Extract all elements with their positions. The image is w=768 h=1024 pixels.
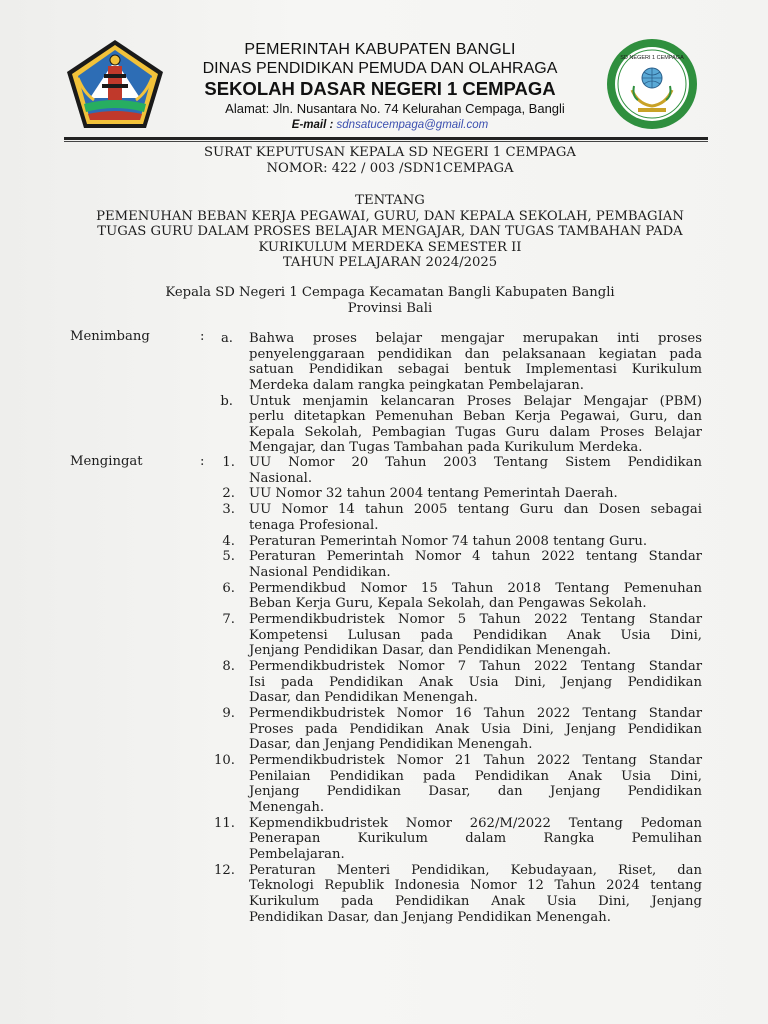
- section-label: Menimbang: [70, 329, 150, 344]
- email-address: sdnsatucempaga@gmail.com: [336, 119, 489, 131]
- item-text: [249, 331, 702, 393]
- issuer-line: Kepala SD Negeri 1 Cempaga Kecamatan Bangli Kabupaten Bangli: [165, 285, 615, 300]
- item-text-line: Mengajar, dan Tugas Tambahan pada Kurikulum Merdeka.: [249, 440, 643, 456]
- item-number: 9.: [222, 706, 235, 722]
- item-text: [249, 753, 702, 815]
- item-text-line: Nasional Pendidikan.: [249, 564, 391, 580]
- item-number: 8.: [222, 659, 235, 675]
- section-colon: :: [200, 329, 205, 344]
- issuer-line: Provinsi Bali: [347, 300, 433, 316]
- item-number: 11.: [214, 815, 235, 831]
- item-text-line: Teknologi Republik Indonesia Nomor 12 Tahun 2024 tentang: [249, 878, 702, 894]
- item-text-line: Nasional.: [249, 470, 313, 486]
- item-number: b.: [220, 393, 233, 409]
- item-text-line: UU Nomor 32 tahun 2004 tentang Pemerintah Daerah.: [249, 486, 618, 502]
- item-text-line: Jenjang Pendidikan Dasar, dan Jenjang Pendidikan: [249, 784, 702, 800]
- item-text-line: Kepmendikbudristek Nomor 262/M/2022 Tentang Pedoman: [249, 815, 702, 831]
- item-text-line: Permendikbudristek Nomor 7 Tahun 2022 Tentang Standar: [249, 659, 702, 675]
- item-text-line: Peraturan Pemerintah Nomor 74 tahun 2008 tentang Guru.: [249, 533, 648, 549]
- item-text: [249, 581, 702, 612]
- item-text-line: Permendikbudristek Nomor 21 Tahun 2022 Tentang Standar: [249, 753, 702, 769]
- item-text-line: perlu ditetapkan Pemenuhan Beban Kerja Pegawai, Guru, dan: [249, 409, 702, 425]
- item-text-line: Untuk menjamin kelancaran Proses Belajar Mengajar (PBM): [249, 393, 702, 409]
- decree-heading: [60, 145, 720, 176]
- item-text-line: Merdeka dalam rangka peingkatan Pembelajaran.: [249, 377, 584, 393]
- decree-number: NOMOR: 422 / 003 /SDN1CEMPAGA: [266, 160, 514, 176]
- letterhead: [160, 40, 600, 133]
- subject-label: TENTANG: [355, 193, 425, 208]
- item-text-line: Kompetensi Lulusan pada Pendidikan Anak Usia Dini,: [249, 627, 702, 643]
- item-number: 7.: [222, 612, 235, 628]
- item-number: 12.: [214, 862, 235, 878]
- item-text-line: satuan Pendidikan sebagai bentuk Implementasi Kurikulum: [249, 362, 702, 378]
- decree-issuer: [60, 285, 720, 316]
- item-text-line: Kurikulum pada Pendidikan Anak Usia Dini, Jenjang: [249, 893, 702, 909]
- item-text: [249, 502, 702, 533]
- item-number: 3.: [222, 502, 235, 518]
- item-text-line: Proses pada Pendidikan Anak Usia Dini, Jenjang Pendidikan: [249, 721, 702, 737]
- item-text-line: Kepala Sekolah, Pembagian Tugas Guru dalam Proses Belajar: [249, 424, 702, 440]
- letterhead-email-row: [160, 117, 600, 133]
- item-number: 2.: [222, 486, 235, 502]
- letterhead-school-name: SEKOLAH DASAR NEGERI 1 CEMPAGA: [204, 78, 556, 99]
- bangli-regency-emblem-icon: [64, 38, 166, 130]
- decree-title: SURAT KEPUTUSAN KEPALA SD NEGERI 1 CEMPAGA: [204, 145, 576, 160]
- item-text-line: Beban Kerja Guru, Kepala Sekolah, dan Pengawas Sekolah.: [249, 596, 647, 612]
- item-text: [249, 549, 702, 580]
- item-text: [249, 486, 702, 502]
- letterhead-department: DINAS PENDIDIKAN PEMUDA DAN OLAHRAGA: [202, 60, 558, 77]
- item-text-line: Bahwa proses belajar mengajar merupakan inti proses: [249, 331, 702, 346]
- item-text-line: Dasar, dan Pendidikan Menengah.: [249, 690, 478, 706]
- item-number: a.: [220, 331, 233, 346]
- item-text-line: penyelenggaraan pendidikan dan pelaksanaan kegiatan pada: [249, 346, 702, 362]
- item-text-line: Dasar, dan Jenjang Pendidikan Menengah.: [249, 737, 533, 753]
- item-text-line: Pendidikan Dasar, dan Jenjang Pendidikan Menengah.: [249, 909, 611, 925]
- email-label: E-mail :: [291, 119, 337, 131]
- letterhead-government: PEMERINTAH KABUPATEN BANGLI: [244, 41, 516, 58]
- item-text-line: Permendikbudristek Nomor 5 Tahun 2022 Tentang Standar: [249, 612, 702, 628]
- subject-line: KURIKULUM MERDEKA SEMESTER II: [258, 239, 522, 255]
- decree-subject: [60, 193, 720, 271]
- item-text-line: Peraturan Menteri Pendidikan, Kebudayaan, Riset, dan: [249, 862, 702, 878]
- item-text-line: Permendikbudristek Nomor 16 Tahun 2022 Tentang Standar: [249, 706, 702, 722]
- item-text-line: tenaga Profesional.: [249, 517, 379, 533]
- item-text-line: Penilaian Pendidikan pada Pendidikan Anak Usia Dini,: [249, 768, 702, 784]
- item-text: [249, 394, 702, 456]
- item-text-line: Penerapan Kurikulum dalam Rangka Pemulihan: [249, 831, 702, 847]
- letterhead-address: Alamat: Jln. Nusantara No. 74 Kelurahan Cempaga, Bangli: [225, 101, 565, 116]
- subject-line: PEMENUHAN BEBAN KERJA PEGAWAI, GURU, DAN KEPALA SEKOLAH, PEMBAGIAN: [96, 208, 684, 224]
- item-text-line: Permendikbud Nomor 15 Tahun 2018 Tentang Pemenuhan: [249, 580, 702, 596]
- letterhead-rule-thin: [64, 141, 708, 142]
- item-text-line: Isi pada Pendidikan Anak Usia Dini, Jenjang Pendidikan: [249, 674, 702, 690]
- item-text-line: Peraturan Pemerintah Nomor 4 tahun 2022 tentang Standar: [249, 549, 702, 565]
- item-text-line: UU Nomor 14 tahun 2005 tentang Guru dan Dosen sebagai: [249, 502, 702, 518]
- item-text: [249, 706, 702, 753]
- letterhead-rule-thick: [64, 137, 708, 140]
- item-text: [249, 816, 702, 863]
- item-number: 5.: [222, 549, 235, 565]
- item-text-line: UU Nomor 20 Tahun 2003 Tentang Sistem Pendidikan: [249, 455, 702, 470]
- item-number: 4.: [222, 533, 235, 549]
- item-number: 10.: [214, 753, 235, 769]
- item-text-line: Menengah.: [249, 799, 325, 815]
- item-text: [249, 863, 702, 925]
- item-text: [249, 659, 702, 706]
- subject-line: TAHUN PELAJARAN 2024/2025: [282, 255, 498, 271]
- school-seal-icon: [602, 38, 702, 130]
- school-seal-text: SD NEGERI 1 CEMPAGA: [620, 55, 684, 61]
- subject-line: TUGAS GURU DALAM PROSES BELAJAR MENGAJAR, DAN TUGAS TAMBAHAN PADA: [97, 224, 683, 240]
- section-label: Mengingat: [70, 454, 143, 469]
- item-text: [249, 534, 702, 550]
- item-text: [249, 455, 702, 486]
- item-number: 6.: [222, 580, 235, 596]
- item-number: 1.: [222, 455, 235, 470]
- item-text: [249, 612, 702, 659]
- section-colon: :: [200, 454, 205, 469]
- item-text-line: Pembelajaran.: [249, 846, 345, 862]
- item-text-line: Jenjang Pendidikan Dasar, dan Pendidikan Menengah.: [249, 643, 611, 659]
